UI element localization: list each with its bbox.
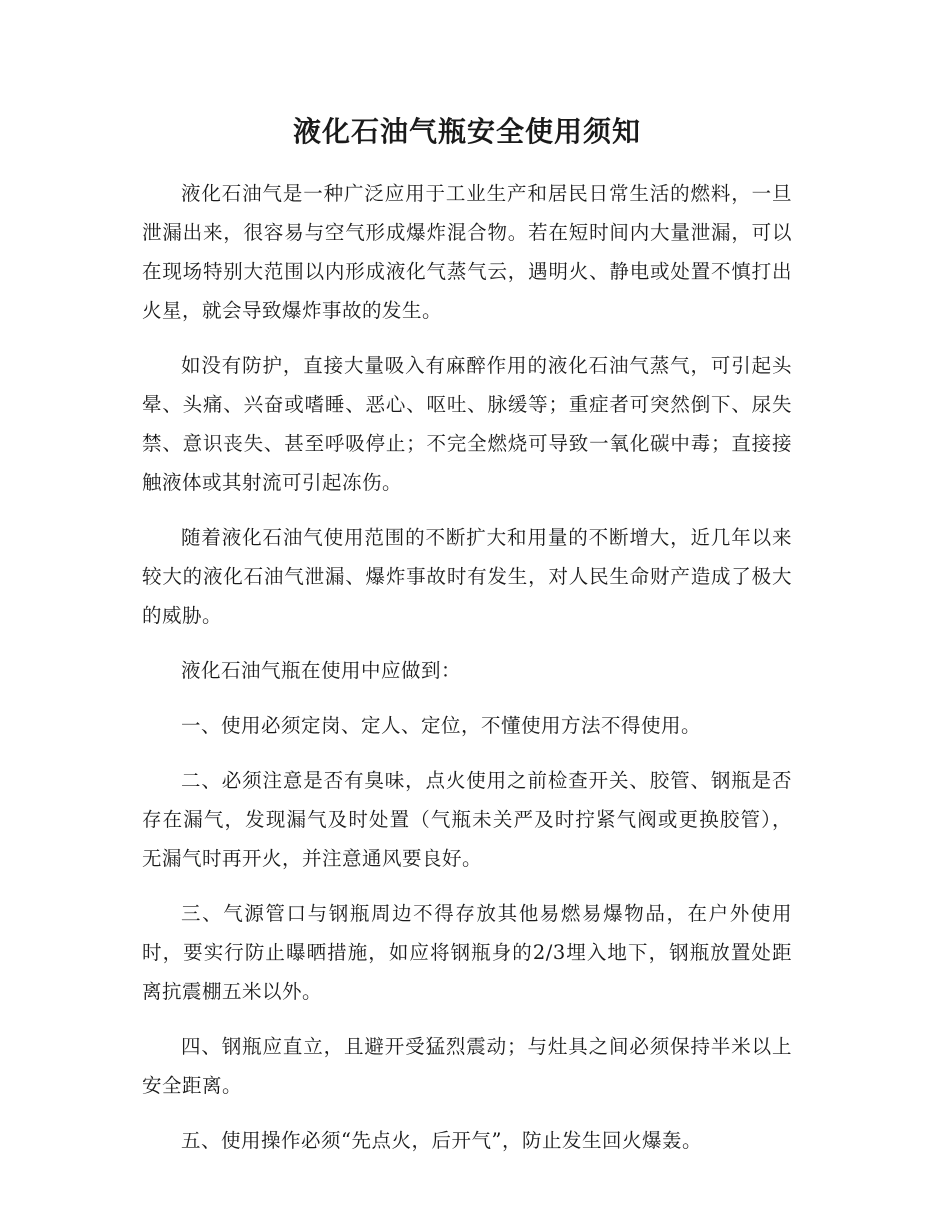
document-title: 液化石油气瓶安全使用须知	[292, 115, 641, 148]
paragraph-rule-1: 一、使用必须定岗、定人、定位，不懂使用方法不得使用。	[181, 714, 702, 737]
paragraph-accident-trend: 随着液化石油气使用范围的不断扩大和用量的不断增大，近几年以来较大的液化石油气泄漏、爆炸事故时有发生，对人民生命财产造成了极大的威胁。	[142, 526, 792, 627]
paragraph-intro: 液化石油气是一种广泛应用于工业生产和居民日常生活的燃料，一旦泄漏出来，很容易与空气形成爆炸混合物。若在短时间内大量泄漏，可以在现场特别大范围以内形成液化气蒸气云，遇明火、静电或处置不慎打出火星，就会导致爆炸事故的发生。	[142, 182, 792, 322]
paragraph-rule-4: 四、钢瓶应直立，且避开受猛烈震动；与灶具之间必须保持半米以上安全距离。	[142, 1035, 792, 1097]
document-page	[142, 112, 792, 1176]
paragraph-rule-3: 三、气源管口与钢瓶周边不得存放其他易燃易爆物品，在户外使用时，要实行防止曝晒措施，如应将钢瓶身的2/3埋入地下，钢瓶放置处距离抗震棚五米以外。	[142, 902, 792, 1003]
paragraph-rule-2: 二、必须注意是否有臭味，点火使用之前检查开关、胶管、钢瓶是否存在漏气，发现漏气及时处置（气瓶未关严及时拧紧气阀或更换胶管），无漏气时再开火，并注意通风要良好。	[142, 769, 792, 870]
paragraph-rules-heading: 液化石油气瓶在使用中应做到：	[181, 659, 462, 682]
paragraph-rule-5: 五、使用操作必须“先点火，后开气”，防止发生回火爆轰。	[181, 1129, 702, 1152]
paragraph-health-hazard: 如没有防护，直接大量吸入有麻醉作用的液化石油气蒸气，可引起头晕、头痛、兴奋或嗜睡、恶心、呕吐、脉缓等；重症者可突然倒下、尿失禁、意识丧失、甚至呼吸停止；不完全燃烧可导致一氧化碳中毒；直接接触液体或其射流可引起冻伤。	[142, 354, 792, 494]
